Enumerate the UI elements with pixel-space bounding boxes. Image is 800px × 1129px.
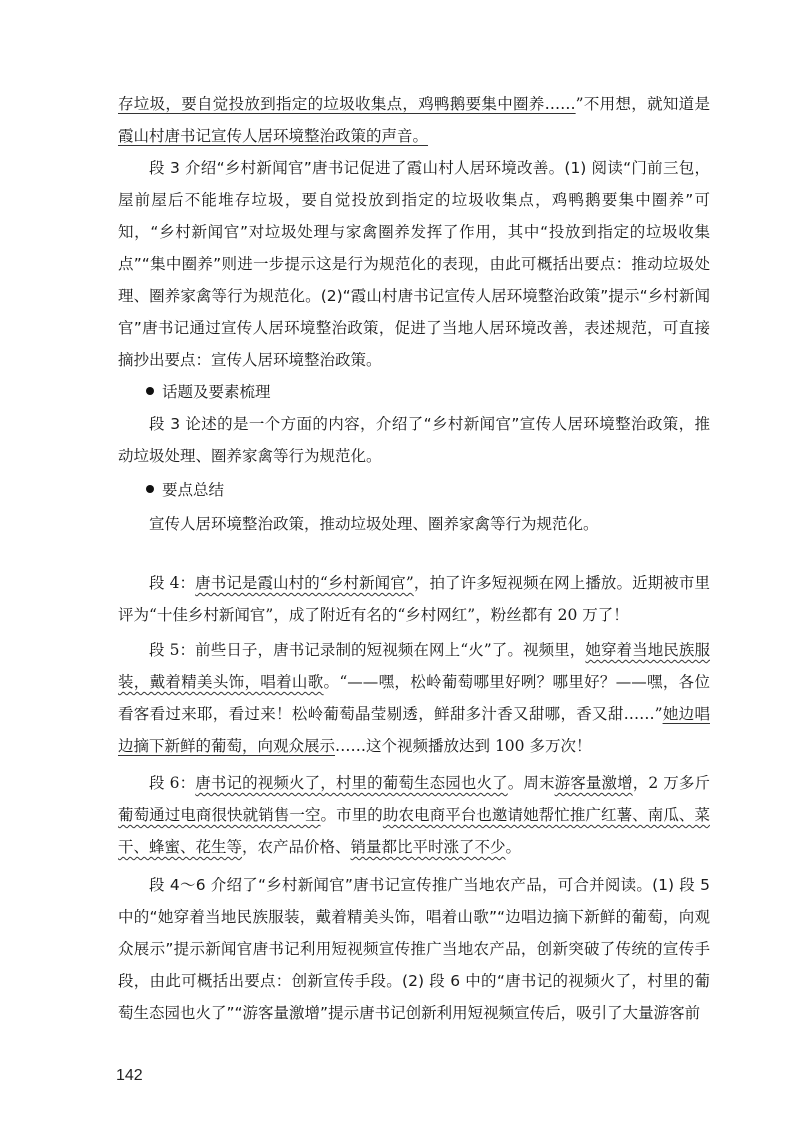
underlined-text: 她边唱边摘下新鲜的葡萄，向观众展示 xyxy=(118,705,710,755)
bullet-icon xyxy=(146,485,154,493)
bullet-icon xyxy=(146,387,154,395)
analysis-paragraph-4-6: 段 4～6 介绍了“乡村新闻官”唐书记宣传推广当地农产品，可合并阅读。(1) 段 5 中的“她穿着当地民族服装，戴着精美头饰，唱着山歌”“边唱边摘下新鲜的葡萄，向观众展示”提示新闻官唐书记利用短视频宣传推广当地农产品，创新突破了传统的宣传手段，由此可概括出要点：创新宣传手段。(2) 段 6 中的“唐书记的视频火了，村里的葡萄生态园也火了”“游客量激增”提示唐书记创新利用短视频宣传后，吸引了大量游客前 xyxy=(118,876,710,1022)
heading-topic-elements: 话题及要素梳理 xyxy=(146,376,271,408)
page-number: 142 xyxy=(116,1067,143,1084)
wavy-underlined-text: 她穿着当地民族服装，戴着精美头饰，唱着山歌 xyxy=(118,641,710,691)
analysis-paragraph-3: 段 3 介绍“乡村新闻官”唐书记促进了霞山村人居环境改善。(1) 阅读“门前三包，屋前屋后不能堆存垃圾，要自觉投放到指定的垃圾收集点，鸡鸭鹅要集中圈养”可知，“乡村新闻官”对垃圾处理与家禽圈养发挥了作用，其中“投放到指定的垃圾收集点”“集中圈养”则进一步提示这是行为规范化的表现，由此可概括出要点：推动垃圾处理、圈养家禽等行为规范化。(2)“霞山村唐书记宣传人居环境整治政策”提示“乡村新闻官”唐书记通过宣传人居环境整治政策，促进了当地人居环境改善，表述规范，可直接摘抄出要点：宣传人居环境整治政策。 xyxy=(118,159,710,369)
heading-key-points: 要点总结 xyxy=(146,474,224,506)
wavy-underlined-text: 葡萄通过电商很快就销售一空 xyxy=(118,806,321,824)
underlined-quote-end: 霞山村唐书记宣传人居环境整治政策的声音。 xyxy=(118,127,429,145)
source-paragraph-6: 段 6：唐书记的视频火了，村里的葡萄生态园也火了。周末游客量激增，2 万多斤葡萄通过电商很快就销售一空。市里的助农电商平台也邀请她帮忙推广红薯、南瓜、菜干、蜂蜜、花生等，农产品价格、销量都比平时涨了不少。 xyxy=(118,774,710,856)
source-paragraph-5: 段 5：前些日子，唐书记录制的短视频在网上“火”了。视频里，她穿着当地民族服装，戴着精美头饰，唱着山歌。“——嘿，松岭葡萄哪里好咧？哪里好？——嘿，各位看客看过来耶，看过来！松岭葡萄晶莹剔透，鲜甜多汁香又甜哪，香又甜……”她边唱边摘下新鲜的葡萄，向观众展示……这个视频播放达到 100 多万次！ xyxy=(118,641,710,755)
underlined-quote: 存垃圾，要自觉投放到指定的垃圾收集点，鸡鸭鹅要集中圈养…… xyxy=(118,95,576,113)
paragraph-continuation: 存垃圾，要自觉投放到指定的垃圾收集点，鸡鸭鹅要集中圈养……”不用想，就知道是霞山村唐书记宣传人居环境整治政策的声音。 xyxy=(118,95,710,145)
key-points-paragraph: 宣传人居环境整治政策，推动垃圾处理、圈养家禽等行为规范化。 xyxy=(149,515,599,533)
wavy-underlined-text: 唐书记是霞山村的“乡村新闻官” xyxy=(195,574,414,592)
wavy-underlined-text: 销量都比平时涨了不少 xyxy=(350,838,506,856)
wavy-underlined-text: 游客量激增 xyxy=(554,774,633,792)
wavy-underlined-text: 唐书记的视频火了，村里的葡萄生态园也火了 xyxy=(195,774,508,792)
source-paragraph-4: 段 4：唐书记是霞山村的“乡村新闻官”，拍了许多短视频在网上播放。近期被市里评为“十佳乡村新闻官”，成了附近有名的“乡村网红”，粉丝都有 20 万了！ xyxy=(118,574,710,624)
topic-paragraph: 段 3 论述的是一个方面的内容，介绍了“乡村新闻官”宣传人居环境整治政策，推动垃圾处理、圈养家禽等行为规范化。 xyxy=(118,415,710,465)
wavy-underlined-text: 助农电商平台也邀请她帮忙推广红薯、南瓜、菜干、蜂蜜、花生等 xyxy=(118,806,710,856)
